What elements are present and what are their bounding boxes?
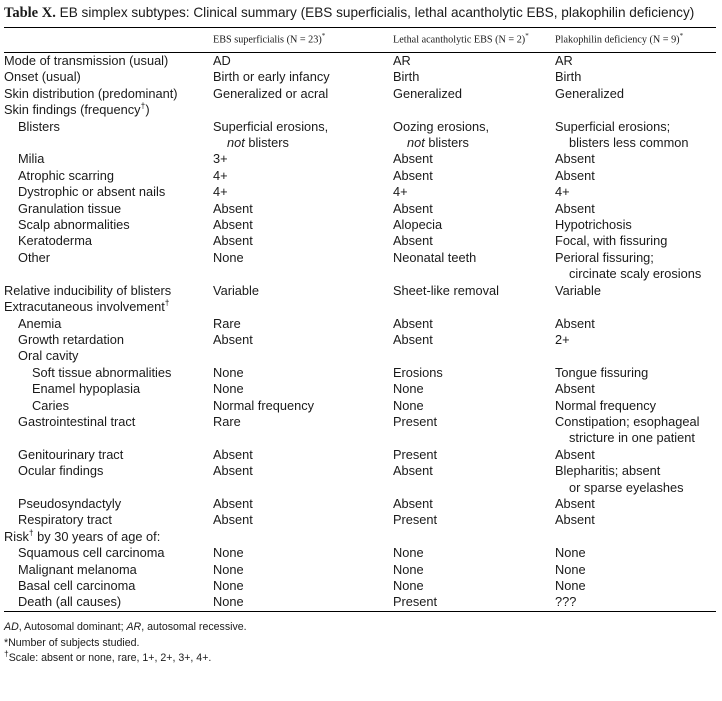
table-row	[4, 332, 716, 348]
row-label: Mode of transmission (usual)	[4, 53, 169, 68]
cell-plakophilin-deficiency: Birth	[555, 69, 582, 85]
table-footnotes	[4, 620, 716, 667]
row-label: Anemia	[18, 315, 62, 331]
section-label: Skin findings (frequency†)	[4, 100, 150, 118]
cell-ebs-superficialis: Absent	[213, 331, 253, 347]
cell-ebs-superficialis: Superficial erosions, not blisters	[213, 118, 329, 151]
table-row	[4, 217, 716, 233]
cell-ebs-superficialis: Absent	[213, 233, 253, 249]
cell-ebs-superficialis: Generalized or acral	[213, 85, 329, 101]
row-label: Scalp abnormalities	[18, 217, 130, 233]
cell-ebs-superficialis: None	[213, 249, 244, 265]
table-row	[4, 184, 716, 200]
cell-ebs-superficialis: Rare	[213, 315, 241, 331]
cell-plakophilin-deficiency: Generalized	[555, 85, 625, 101]
cell-lethal-acantholytic: None	[393, 561, 424, 577]
row-label: Blisters	[18, 118, 60, 134]
table-row	[4, 365, 716, 381]
table-row	[4, 594, 716, 610]
cell-lethal-acantholytic: AR	[393, 53, 411, 68]
dagger-mark: †	[140, 100, 146, 111]
cell-plakophilin-deficiency: Absent	[555, 167, 595, 183]
cell-plakophilin-deficiency: Absent	[555, 495, 595, 511]
table-row	[4, 447, 716, 463]
table-row	[4, 545, 716, 561]
table-body	[4, 53, 716, 611]
cell-plakophilin-deficiency: Perioral fissuring; circinate scaly erosions	[555, 249, 702, 282]
header-plakophilin-deficiency: Plakophilin deficiency (N = 9)*	[555, 32, 684, 46]
table-caption	[4, 4, 716, 22]
table-row	[4, 283, 716, 299]
cell-plakophilin-deficiency: Hypotrichosis	[555, 217, 632, 233]
table-page	[0, 4, 716, 667]
cell-ebs-superficialis: Absent	[213, 495, 253, 511]
cell-plakophilin-deficiency: AR	[555, 53, 573, 68]
table-row	[4, 151, 716, 167]
row-label: Relative inducibility of blisters	[4, 282, 172, 298]
cell-plakophilin-deficiency: Tongue fissuring	[555, 364, 649, 380]
cell-lethal-acantholytic: Present	[393, 413, 438, 429]
cell-ebs-superficialis: None	[213, 578, 244, 593]
section-label: Risk† by 30 years of age of:	[4, 527, 161, 544]
cell-ebs-superficialis: None	[213, 594, 244, 610]
bottom-rule	[4, 611, 716, 612]
cell-plakophilin-deficiency: Variable	[555, 282, 602, 298]
subsection-row-oral-cavity	[4, 348, 716, 364]
cell-lethal-acantholytic: Absent	[393, 331, 433, 347]
cell-plakophilin-deficiency: Absent	[555, 151, 595, 167]
cell-plakophilin-deficiency: None	[555, 561, 586, 577]
cell-plakophilin-deficiency: Blepharitis; absent or sparse eyelashes	[555, 463, 684, 495]
table-row	[4, 53, 716, 69]
table-row	[4, 381, 716, 397]
row-label: Gastrointestinal tract	[18, 413, 136, 429]
cell-lethal-acantholytic: Absent	[393, 495, 433, 511]
cell-plakophilin-deficiency: Absent	[555, 200, 595, 216]
cell-ebs-superficialis: 3+	[213, 151, 228, 167]
cell-lethal-acantholytic: Erosions	[393, 364, 443, 380]
row-label: Enamel hypoplasia	[32, 381, 141, 397]
cell-plakophilin-deficiency: ???	[555, 594, 577, 610]
footnote-dagger: †Scale: absent or none, rare, 1+, 2+, 3+, 4+.	[4, 648, 212, 665]
cell-ebs-superficialis: Variable	[213, 282, 260, 298]
cell-ebs-superficialis: None	[213, 381, 244, 397]
table-header	[4, 28, 716, 53]
cell-lethal-acantholytic: Alopecia	[393, 217, 443, 233]
table-row	[4, 398, 716, 414]
cell-ebs-superficialis: None	[213, 364, 244, 380]
cell-plakophilin-deficiency: Superficial erosions; blisters less common	[555, 118, 689, 151]
cell-ebs-superficialis: Rare	[213, 413, 241, 429]
subsection-label: Oral cavity	[18, 348, 79, 364]
cell-lethal-acantholytic: Neonatal teeth	[393, 249, 477, 265]
cell-plakophilin-deficiency: 2+	[555, 331, 570, 347]
table-row	[4, 463, 716, 496]
clinical-summary-table	[4, 28, 716, 611]
table-number: Table X.	[4, 5, 56, 21]
table-row	[4, 414, 716, 447]
cell-ebs-superficialis: Absent	[213, 200, 253, 216]
cell-plakophilin-deficiency: Absent	[555, 381, 595, 397]
cell-lethal-acantholytic: Present	[393, 594, 438, 610]
row-label: Growth retardation	[18, 331, 124, 347]
table-row	[4, 578, 716, 594]
cell-plakophilin-deficiency: None	[555, 545, 586, 561]
table-row	[4, 562, 716, 578]
row-label: Dystrophic or absent nails	[18, 184, 166, 200]
row-label: Squamous cell carcinoma	[18, 545, 165, 561]
cell-plakophilin-deficiency: Focal, with fissuring	[555, 233, 668, 249]
cell-lethal-acantholytic: None	[393, 578, 424, 593]
dagger-mark: †	[164, 297, 170, 308]
row-label: Malignant melanoma	[18, 561, 137, 577]
cell-lethal-acantholytic: Oozing erosions, not blisters	[393, 118, 490, 151]
header-blank	[4, 28, 213, 52]
cell-lethal-acantholytic: Absent	[393, 200, 433, 216]
row-label: Respiratory tract	[18, 512, 112, 528]
cell-ebs-superficialis: Birth or early infancy	[213, 69, 330, 85]
cell-lethal-acantholytic: Absent	[393, 167, 433, 183]
row-label: Atrophic scarring	[18, 167, 115, 183]
cell-ebs-superficialis: Absent	[213, 217, 253, 233]
row-label: Other	[18, 249, 51, 265]
cell-ebs-superficialis: Absent	[213, 463, 253, 479]
cell-plakophilin-deficiency: Absent	[555, 315, 595, 331]
cell-lethal-acantholytic: None	[393, 397, 424, 413]
section-row-risk	[4, 529, 716, 545]
row-label: Soft tissue abnormalities	[32, 364, 172, 380]
header-ebs-superficialis: EBS superficialis (N = 23)*	[213, 32, 326, 46]
cell-plakophilin-deficiency: 4+	[555, 184, 570, 200]
footnote-star: *Number of subjects studied.	[4, 636, 140, 649]
table-title: EB simplex subtypes: Clinical summary (EBS superficialis, lethal acantholytic EBS, plakophilin deficiency)	[59, 5, 695, 20]
table-row	[4, 512, 716, 528]
cell-ebs-superficialis: Normal frequency	[213, 397, 314, 413]
cell-lethal-acantholytic: Absent	[393, 315, 433, 331]
cell-plakophilin-deficiency: Absent	[555, 512, 595, 528]
cell-lethal-acantholytic: None	[393, 545, 424, 561]
cell-ebs-superficialis: Absent	[213, 446, 253, 462]
row-label: Milia	[18, 151, 45, 167]
cell-plakophilin-deficiency: Absent	[555, 446, 595, 462]
cell-ebs-superficialis: AD	[213, 53, 231, 68]
table-row	[4, 496, 716, 512]
cell-ebs-superficialis: 4+	[213, 167, 228, 183]
row-label: Ocular findings	[18, 463, 104, 479]
table-row	[4, 168, 716, 184]
section-label: Extracutaneous involvement†	[4, 297, 170, 315]
row-label: Granulation tissue	[18, 200, 122, 216]
cell-plakophilin-deficiency: Constipation; esophageal stricture in one patient	[555, 413, 700, 446]
row-label: Basal cell carcinoma	[18, 578, 136, 593]
table-row	[4, 86, 716, 102]
section-row-skin-findings	[4, 102, 716, 118]
row-label: Onset (usual)	[4, 69, 81, 85]
cell-lethal-acantholytic: Present	[393, 512, 438, 528]
row-label: Genitourinary tract	[18, 446, 124, 462]
cell-plakophilin-deficiency: None	[555, 578, 586, 593]
row-label: Death (all causes)	[18, 594, 122, 610]
table-row	[4, 233, 716, 249]
dagger-mark: †	[28, 527, 34, 538]
cell-lethal-acantholytic: Absent	[393, 233, 433, 249]
table-row	[4, 119, 716, 152]
cell-lethal-acantholytic: Absent	[393, 463, 433, 479]
header-lethal-acantholytic: Lethal acantholytic EBS (N = 2)*	[393, 32, 529, 46]
cell-plakophilin-deficiency: Normal frequency	[555, 397, 656, 413]
cell-ebs-superficialis: None	[213, 545, 244, 561]
table-row	[4, 69, 716, 85]
cell-ebs-superficialis: 4+	[213, 184, 228, 200]
table-row	[4, 250, 716, 283]
cell-lethal-acantholytic: Present	[393, 446, 438, 462]
cell-ebs-superficialis: Absent	[213, 512, 253, 528]
row-label: Skin distribution (predominant)	[4, 85, 178, 101]
footnote-abbreviations: AD, Autosomal dominant; AR, autosomal recessive.	[4, 620, 247, 633]
cell-lethal-acantholytic: 4+	[393, 184, 408, 200]
row-label: Pseudosyndactyly	[18, 495, 122, 511]
cell-ebs-superficialis: None	[213, 561, 244, 577]
cell-lethal-acantholytic: Sheet-like removal	[393, 282, 499, 298]
cell-lethal-acantholytic: Birth	[393, 69, 420, 85]
table-row	[4, 316, 716, 332]
row-label: Keratoderma	[18, 233, 92, 249]
section-row-extracutaneous	[4, 299, 716, 315]
table-row	[4, 201, 716, 217]
cell-lethal-acantholytic: None	[393, 381, 424, 397]
row-label: Caries	[32, 397, 69, 413]
cell-lethal-acantholytic: Generalized	[393, 85, 463, 101]
cell-lethal-acantholytic: Absent	[393, 151, 433, 167]
